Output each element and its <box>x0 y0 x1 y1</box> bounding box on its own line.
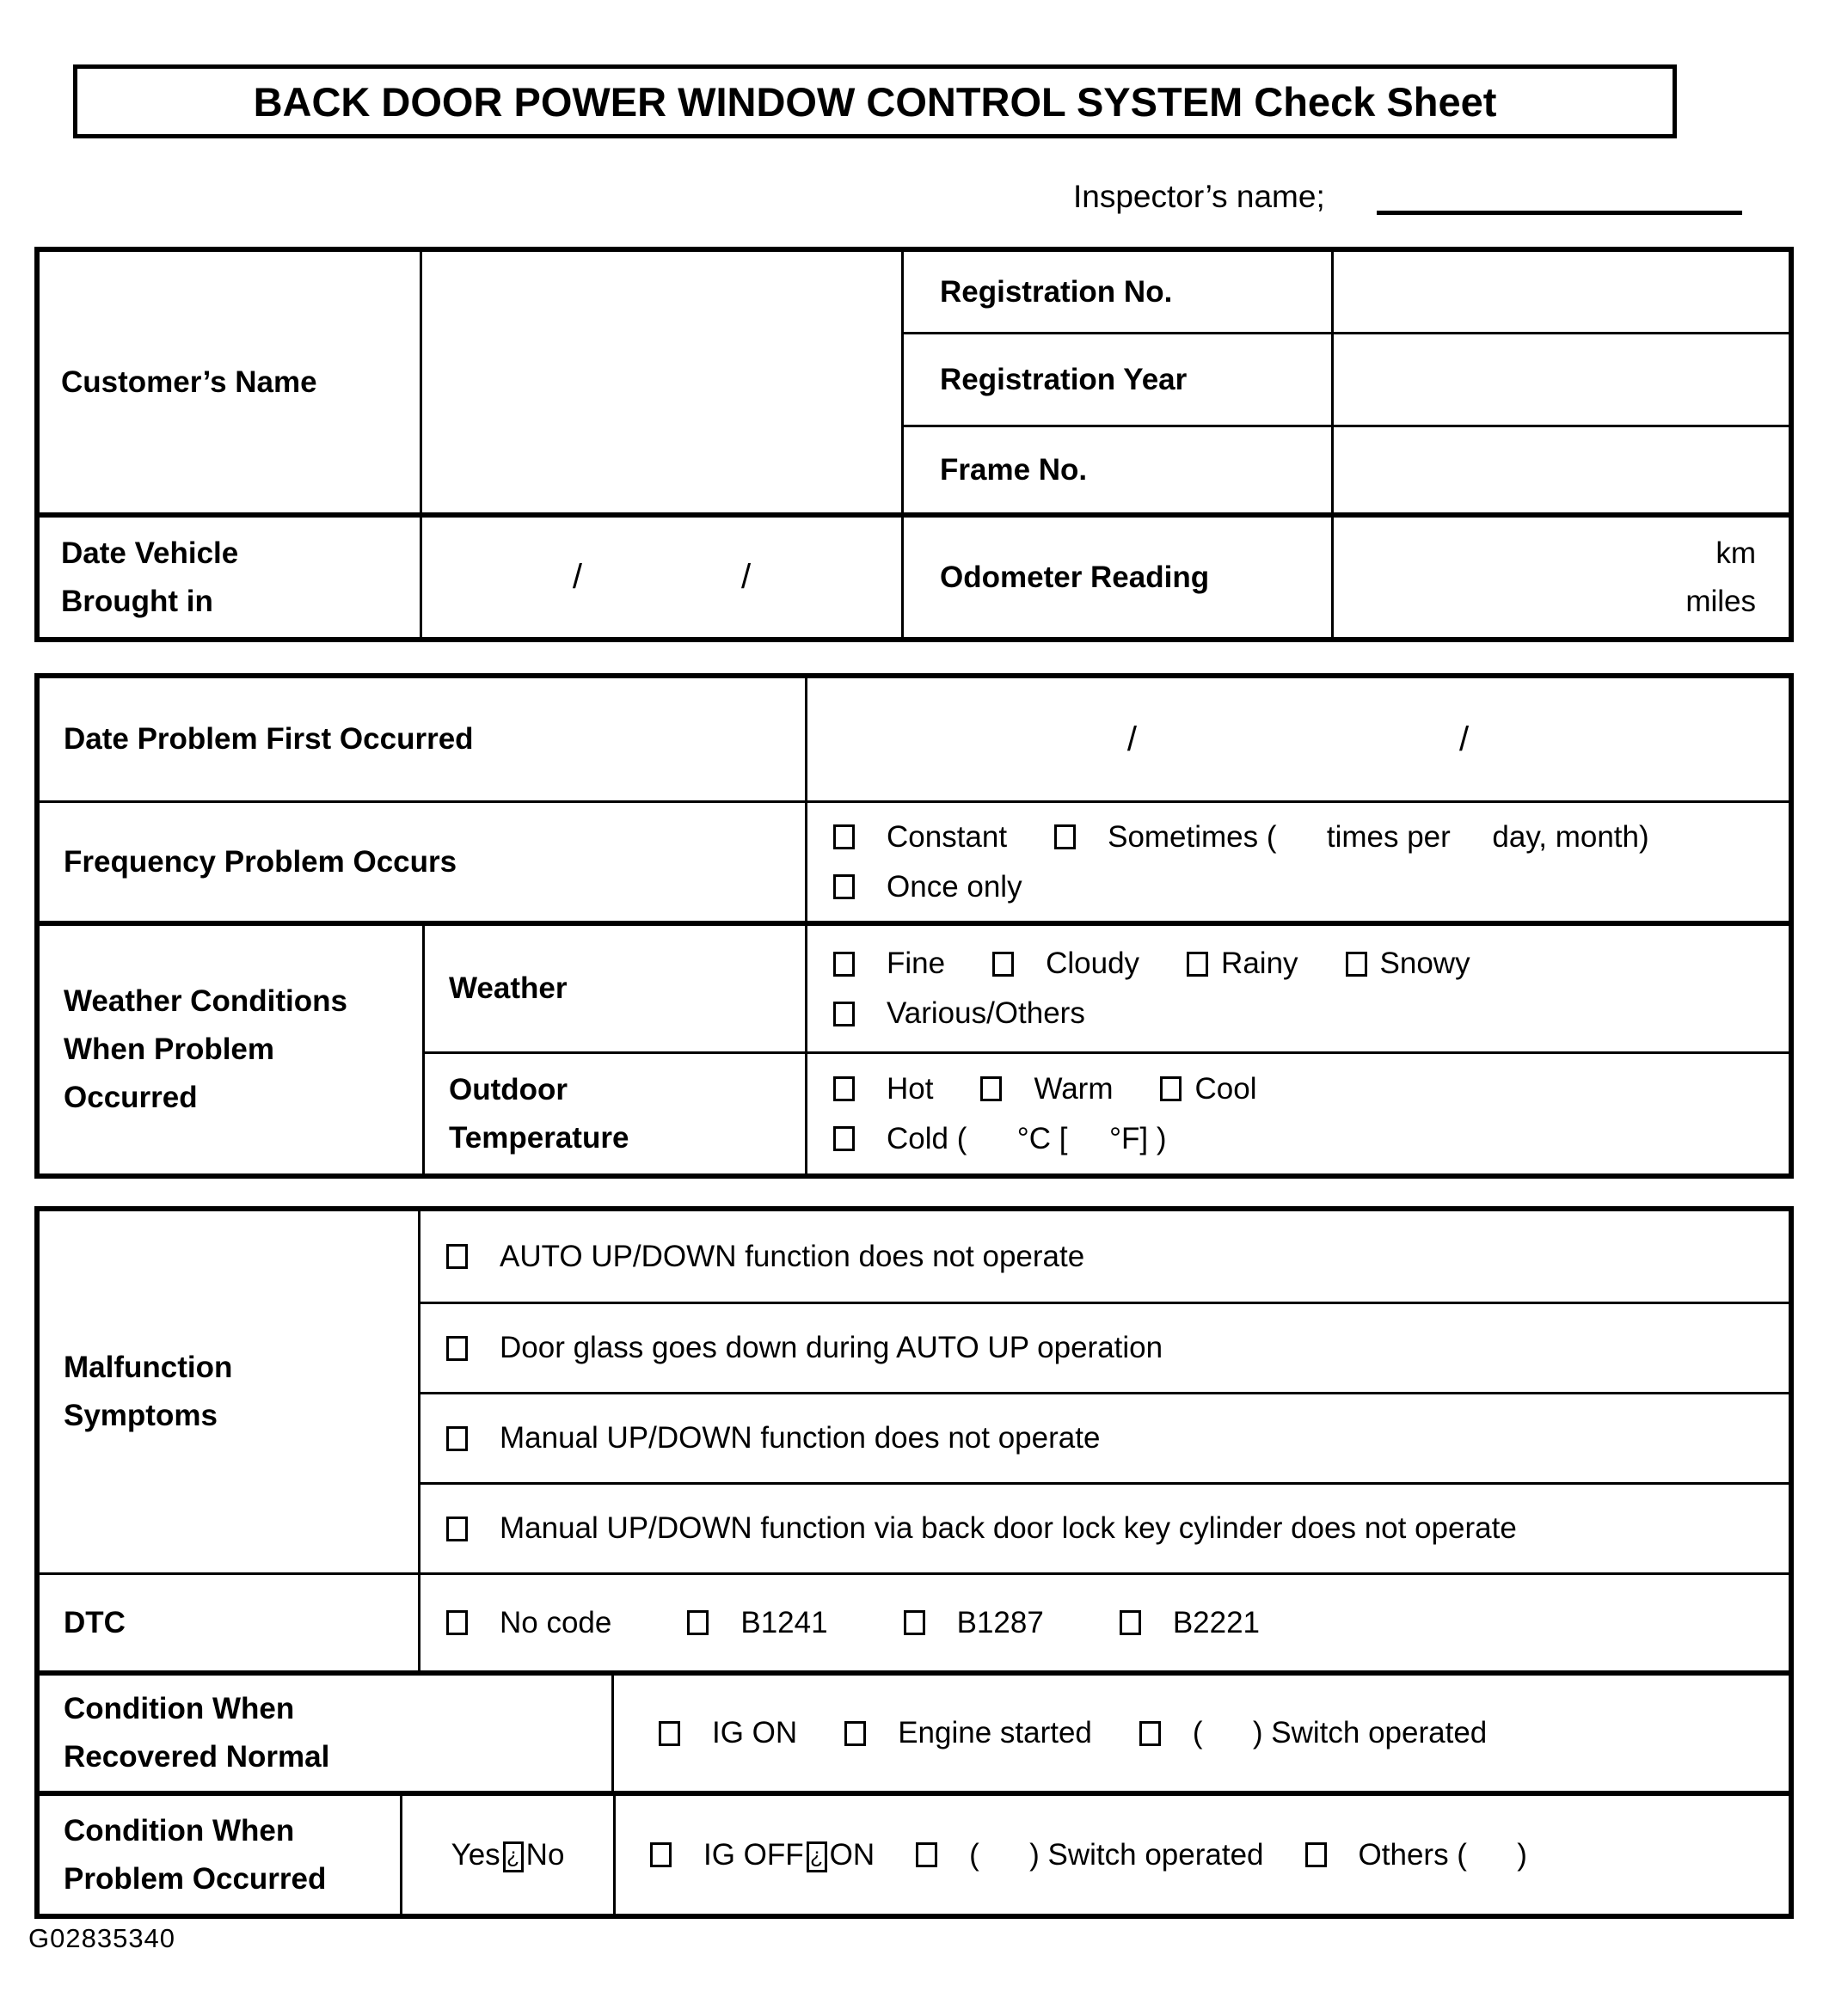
checkbox-option-prob-switch-operated: ( ) Switch operated <box>916 1838 1263 1872</box>
date-vehicle-brought-in-field[interactable] <box>420 512 901 637</box>
weather-label: Weather <box>422 921 805 1051</box>
checkbox-icon[interactable] <box>844 1721 866 1746</box>
checkbox-icon[interactable] <box>446 1517 468 1541</box>
condition-recovered-label: Condition When Recovered Normal <box>64 1692 330 1774</box>
checkbox-option-cool: Cool <box>1160 1072 1256 1106</box>
date-slash: / <box>572 558 582 596</box>
checkbox-option-engine-started: Engine started <box>844 1716 1092 1750</box>
checkbox-icon[interactable] <box>833 1002 855 1026</box>
checkbox-option-door-glass-down: Door glass goes down during AUTO UP operation <box>420 1302 1789 1392</box>
missing-glyph-box: ¿ <box>807 1841 827 1872</box>
problem-occurrence-table <box>34 673 1794 1179</box>
malfunction-symptoms-section <box>40 1211 1789 1572</box>
checkbox-option-snowy: Snowy <box>1346 947 1470 981</box>
figure-code: G02835340 <box>28 1923 176 1953</box>
yes-no-field[interactable]: Yes ¿ No <box>400 1796 613 1914</box>
condition-problem-options <box>613 1796 1789 1914</box>
form-title-text: BACK DOOR POWER WINDOW CONTROL SYSTEM Check Sheet <box>253 78 1497 125</box>
checkbox-icon[interactable] <box>904 1610 925 1635</box>
checkbox-icon[interactable] <box>1054 824 1076 849</box>
checkbox-icon[interactable] <box>659 1721 680 1746</box>
checkbox-option-ig-on: IG ON <box>659 1716 797 1750</box>
checkbox-icon[interactable] <box>980 1076 1002 1101</box>
odometer-reading-label: Odometer Reading <box>901 512 1331 637</box>
checkbox-icon[interactable] <box>446 1610 468 1635</box>
checkbox-icon[interactable] <box>446 1426 468 1451</box>
checkbox-option-b1287: B1287 <box>904 1606 1044 1640</box>
form-title <box>73 64 1677 138</box>
checkbox-option-manual-updown: Manual UP/DOWN function does not operate <box>420 1392 1789 1482</box>
checkbox-icon[interactable] <box>446 1244 468 1269</box>
date-slash: / <box>1459 720 1470 758</box>
checkbox-option-rainy: Rainy <box>1187 947 1298 981</box>
checkbox-option-no-code: No code <box>446 1606 611 1640</box>
checkbox-icon[interactable] <box>833 1076 855 1101</box>
date-vehicle-brought-in-label: Date Vehicle Brought in <box>40 512 420 637</box>
checkbox-icon[interactable] <box>916 1842 937 1867</box>
checkbox-icon[interactable] <box>833 824 855 849</box>
malfunction-symptoms-label: Malfunction Symptoms <box>64 1351 233 1432</box>
odometer-reading-field[interactable] <box>1331 512 1789 637</box>
checkbox-option-various-others: Various/Others <box>833 996 1085 1031</box>
registration-year-field[interactable] <box>1331 332 1789 425</box>
checkbox-option-switch-operated: ( ) Switch operated <box>1139 1716 1487 1750</box>
checkbox-option-warm: Warm <box>980 1072 1113 1106</box>
outdoor-temperature-options <box>805 1051 1789 1173</box>
checkbox-icon[interactable] <box>1160 1076 1182 1101</box>
checkbox-icon[interactable] <box>1187 952 1208 977</box>
frequency-options <box>805 800 1789 921</box>
frequency-problem-occurs-label: Frequency Problem Occurs <box>40 800 805 921</box>
checkbox-option-cloudy: Cloudy <box>992 947 1139 981</box>
condition-problem-label: Condition When Problem Occurred <box>64 1813 327 1896</box>
checkbox-option-manual-key-cylinder: Manual UP/DOWN function via back door lock key cylinder does not operate <box>420 1482 1789 1572</box>
checkbox-icon[interactable] <box>1346 952 1367 977</box>
dtc-row <box>40 1572 1789 1670</box>
dtc-options <box>418 1575 1789 1670</box>
date-problem-first-occurred-field[interactable] <box>805 678 1789 800</box>
checkbox-option-fine: Fine <box>833 947 945 981</box>
checkbox-icon[interactable] <box>833 1126 855 1151</box>
checkbox-option-once-only: Once only <box>833 870 1022 904</box>
customer-info-table <box>34 247 1794 642</box>
checkbox-option-auto-updown: AUTO UP/DOWN function does not operate <box>420 1211 1789 1302</box>
date-problem-first-occurred-label: Date Problem First Occurred <box>64 722 474 756</box>
date-slash: / <box>1126 720 1137 758</box>
checkbox-icon[interactable] <box>1305 1842 1327 1867</box>
checkbox-icon[interactable] <box>1139 1721 1161 1746</box>
checkbox-option-others: Others ( ) <box>1305 1838 1527 1872</box>
checkbox-option-cold: Cold ( °C [ °F] ) <box>833 1122 1167 1156</box>
checkbox-icon[interactable] <box>833 952 855 977</box>
checkbox-option-constant: Constant <box>833 820 1007 855</box>
customer-name-label: Customer’s Name <box>61 365 317 399</box>
dtc-label: DTC <box>64 1605 126 1639</box>
condition-problem-row <box>40 1791 1789 1914</box>
weather-conditions-label: Weather Conditions When Problem Occurred <box>40 921 422 1173</box>
checkbox-icon[interactable] <box>687 1610 709 1635</box>
missing-glyph-box: ¿ <box>503 1841 524 1872</box>
odometer-unit-km: km <box>1716 536 1756 570</box>
odometer-unit-miles: miles <box>1685 584 1756 618</box>
inspector-name-row <box>1073 174 1742 215</box>
customer-name-field[interactable] <box>420 252 901 512</box>
date-slash: / <box>741 558 752 596</box>
frame-no-field[interactable] <box>1331 425 1789 512</box>
condition-recovered-options <box>611 1676 1789 1791</box>
checkbox-option-ig-off-on: IG OFF ¿ ON <box>650 1838 875 1872</box>
registration-no-field[interactable] <box>1331 252 1789 332</box>
inspector-name-label: Inspector’s name; <box>1073 179 1325 214</box>
checkbox-icon[interactable] <box>992 952 1014 977</box>
outdoor-temperature-label: Outdoor Temperature <box>422 1051 805 1173</box>
checkbox-option-sometimes: Sometimes ( times per day, month) <box>1054 820 1649 855</box>
registration-no-label: Registration No. <box>901 252 1331 332</box>
checkbox-icon[interactable] <box>1120 1610 1141 1635</box>
checkbox-icon[interactable] <box>650 1842 672 1867</box>
registration-year-label: Registration Year <box>901 332 1331 425</box>
checkbox-icon[interactable] <box>833 874 855 899</box>
inspector-name-signature-line[interactable] <box>1377 176 1742 215</box>
condition-recovered-row <box>40 1670 1789 1791</box>
checkbox-icon[interactable] <box>446 1336 468 1361</box>
checkbox-option-b2221: B2221 <box>1120 1606 1260 1640</box>
checkbox-option-b1241: B1241 <box>687 1606 827 1640</box>
frame-no-label: Frame No. <box>901 425 1331 512</box>
symptoms-table <box>34 1206 1794 1919</box>
checkbox-option-hot: Hot <box>833 1072 933 1106</box>
weather-options <box>805 921 1789 1051</box>
